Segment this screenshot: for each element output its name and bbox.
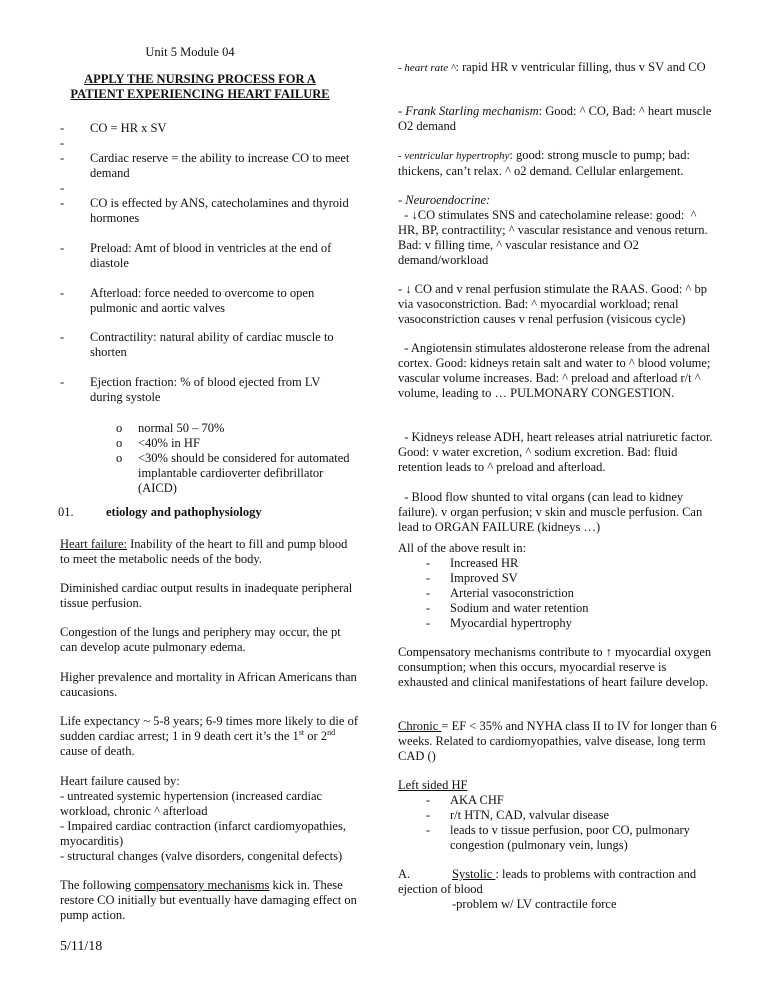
result-sv: - Improved SV <box>426 571 518 585</box>
section-number: 01. <box>58 505 74 519</box>
causes-title: Heart failure caused by: <box>60 774 180 788</box>
para-life-expectancy: Life expectancy ~ 5-8 years; 6-9 times more likely to die of sudden cardiac arrest; 1 in 9 death cert it’s the 1st or 2nd cause of death. <box>60 714 358 758</box>
para-prevalence: Higher prevalence and mortality in African Americans than caucasions. <box>60 670 357 699</box>
ef-aicd: o <30% should be considered for automated implantable cardioverter defibrillator (AICD) <box>116 451 350 495</box>
ventricular-hypertrophy: - ventricular hypertrophy: good: strong muscle to pump; bad: thickens, can’t relax. ^ o2 demand. Cellular enlargement. <box>398 148 690 178</box>
bullet-ejection-fraction: - Ejection fraction: % of blood ejected from LV during systole <box>60 375 321 404</box>
bullet-afterload: - Afterload: force needed to overcome to open pulmonic and aortic valves <box>60 286 315 315</box>
raas-text: - ↓ CO and v renal perfusion stimulate the RAAS. Good: ^ bp via vasoconstriction. Bad: ^ myocardial workload; renal vasoconstriction causes v renal perfusion (visicous cycle) <box>398 282 707 326</box>
section-title: etiology and pathophysiology <box>106 505 262 519</box>
adh-text: - Kidneys release ADH, heart releases atrial natriuretic factor. Good: v water excretion, ^ sodium excretion. Bad: fluid retention leads to ^ preload and afterload. <box>398 430 716 474</box>
lhf-cause: - r/t HTN, CAD, valvular disease <box>426 808 609 822</box>
title-line-2: PATIENT EXPERIENCING HEART FAILURE <box>70 87 330 101</box>
hf-definition: Heart failure: Inability of the heart to fill and pump blood to meet the metabolic needs of the body. <box>60 537 348 566</box>
blood-flow-text: - Blood flow shunted to vital organs (can lead to kidney failure). v organ perfusion; v skin and muscle perfusion. Can lead to ORGAN FAILURE (kidneys …) <box>398 490 706 534</box>
systolic-sub: -problem w/ LV contractile force <box>452 897 617 911</box>
result-vasoconstriction: - Arterial vasoconstriction <box>426 586 574 600</box>
para-compensatory: The following compensatory mechanisms kick in. These restore CO initially but eventually have damaging effect on pump action. <box>60 878 357 922</box>
title-line-1: APPLY THE NURSING PROCESS FOR A <box>84 72 316 86</box>
para-congestion: Congestion of the lungs and periphery may occur, the pt can develop acute pulmonary edema. <box>60 625 341 654</box>
cause-contraction: - Impaired cardiac contraction (infarct cardiomyopathies, myocarditis) <box>60 819 346 848</box>
document-page: Unit 5 Module 04 APPLY THE NURSING PROCESS FOR A PATIENT EXPERIENCING HEART FAILURE - CO = HR x SV - - Cardiac reserve = the ability to increase CO to meet demand - - CO is effected by ANS, catecholamines and thyroid hormones - Preload: Amt of blood in ventricles at the end of diastole - Afterload: force needed to overcome to open pulmonic and aortic valves - Contractility: natural ability of cardiac muscle to shorten - Ejection fraction: % of blood ejected from LV during systole o normal 50 – 70% o <40% in HF o <30% should be considered for automated implantable cardioverter defibrillator (AICD) 01. etiology and pathophysiology Heart failure: Inability of the heart to fill and pump blood to meet the metabolic needs of the body. Diminished cardiac output results in inadequate peripheral tissue perfusion. Congestion of the lungs and periphery may occur, the pt can develop acute pulmonary edema. Higher prevalence and mortality in African Americans than caucasions. Life expectancy ~ 5-8 years; 6-9 times more likely to die of sudden cardiac arrest; 1 in 9 death cert it’s the 1st or 2nd cause of death. Heart failure caused by: - untreated systemic hypertension (increased cardiac workload, chronic ^ afterload - Impaired cardiac contraction (infarct cardiomyopathies, myocarditis) - structural changes (valve disorders, congenital defects) The following compensatory mechanisms kick in. These restore CO initially but eventually have damaging effect on pump action. 5/11/18 - heart rate ^: rapid HR v ventricular filling, thus v SV and CO - Frank Starling mechanism: Good: ^ CO, Bad: ^ heart muscle O2 demand - ventricular hypertrophy: good: strong muscle to pump; bad: thickens, can’t relax. ^ o2 demand. Cellular enlargement. - Neuroendocrine: - ↓CO stimulates SNS and catecholamine release: good: ^ HR, BP, contractility; ^ vascular resistance and venous return. Bad: v filling time, ^ vascular resistance and O2 demand/workload - ↓ CO and v renal perfusion stimulate the RAAS. Good: ^ bp via vasoconstriction. Bad: ^ myocardial workload; renal vasoconstriction causes v renal perfusion (visicous cycle) - Angiotensin stimulates aldosterone release from the adrenal cortex. Good: kidneys retain salt and water to ^ blood volume; vascular volume increases. Bad: ^ preload and afterload r/t ^ volume, leading to … PULMONARY CONGESTION. - Kidneys release ADH, heart releases atrial natriuretic factor. Good: v water excretion, ^ sodium excretion. Bad: fluid retention leads to ^ preload and afterload. - Blood flow shunted to vital organs (can lead to kidney failure). v organ perfusion; v skin and muscle perfusion. Can lead to ORGAN FAILURE (kidneys …) All of the above result in: - Increased HR - Improved SV - Arterial vasoconstriction - Sodium and water retention - Myocardial hypertrophy Compensatory mechanisms contribute to ↑ myocardial oxygen consumption; when this occurs, myocardial reserve is exhausted and clinical manifestations of heart failure develop. Chronic = EF < 35% and NYHA class II to IV for longer than 6 weeks. Related to cardiomyopathies, valve disease, long term CAD () Left sided HF - AKA CHF - r/t HTN, CAD, valvular disease - leads to v tissue perfusion, poor CO, pulmonary congestion (pulmonary vein, lungs) A. Systolic : leads to problems with contraction and ejection of blood -problem w/ LV contractile force <box>58 45 717 954</box>
footer-date: 5/11/18 <box>60 939 103 954</box>
result-title: All of the above result in: <box>398 541 527 555</box>
cause-hypertension: - untreated systemic hypertension (increased cardiac workload, chronic ^ afterload <box>60 789 323 818</box>
para-cardiac-output: Diminished cardiac output results in inadequate peripheral tissue perfusion. <box>60 581 353 610</box>
ef-normal: o normal 50 – 70% <box>116 421 225 435</box>
systolic-text: Systolic : leads to problems with contraction and ejection of blood <box>398 867 697 896</box>
chronic-definition: Chronic = EF < 35% and NYHA class II to IV for longer than 6 weeks. Related to cardiomyopathies, valve disease, long term CAD () <box>398 719 717 763</box>
bullet-contractility: - Contractility: natural ability of cardiac muscle to shorten <box>60 330 334 359</box>
systolic-letter: A. <box>398 867 411 881</box>
unit-header: Unit 5 Module 04 <box>145 45 235 59</box>
angiotensin-text: - Angiotensin stimulates aldosterone release from the adrenal cortex. Good: kidneys retain salt and water to ^ blood volume; vascular volume increases. Bad: ^ preload and afterload r/t ^ volume, leading to … PULMONARY CONGESTION. <box>398 341 714 400</box>
result-hr: - Increased HR <box>426 556 519 570</box>
lhf-effects: - leads to v tissue perfusion, poor CO, pulmonary congestion (pulmonary vein, lungs) <box>426 823 690 852</box>
neuroendocrine-text: - ↓CO stimulates SNS and catecholamine release: good: ^ HR, BP, contractility; ^ vascular resistance and venous return. Bad: v filling time, ^ vascular resistance and O2 demand/workload <box>398 208 711 267</box>
result-sodium: - Sodium and water retention <box>426 601 589 615</box>
bullet-preload: - Preload: Amt of blood in ventricles at the end of diastole <box>60 241 332 270</box>
neuroendocrine-label: - Neuroendocrine: <box>398 193 491 207</box>
result-hypertrophy: - Myocardial hypertrophy <box>426 616 572 630</box>
lhf-aka: - AKA CHF <box>426 793 504 807</box>
cause-structural: - structural changes (valve disorders, congenital defects) <box>60 849 343 863</box>
left-sided-hf-title: Left sided HF <box>398 778 468 792</box>
bullet-co: - CO = HR x SV <box>60 121 167 135</box>
compensatory-mechanisms: Compensatory mechanisms contribute to ↑ myocardial oxygen consumption; when this occurs, myocardial reserve is exhausted and clinical manifestations of heart failure develop. <box>398 645 712 689</box>
frank-starling: - Frank Starling mechanism: Good: ^ CO, Bad: ^ heart muscle O2 demand <box>398 104 712 133</box>
ef-hf: o <40% in HF <box>116 436 200 450</box>
bullet-co-effected: - CO is effected by ANS, catecholamines and thyroid hormones <box>60 196 349 225</box>
bullet-cardiac-reserve: - Cardiac reserve = the ability to increase CO to meet demand <box>60 151 350 180</box>
heart-rate: - heart rate ^: rapid HR v ventricular filling, thus v SV and CO <box>398 60 706 74</box>
